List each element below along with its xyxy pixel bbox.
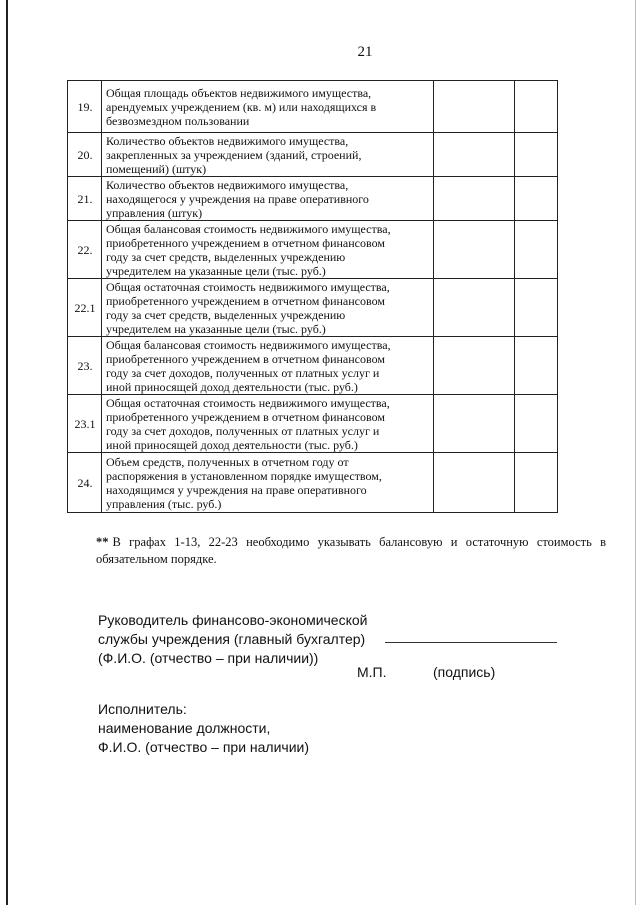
head-of-finance-signature-block bbox=[98, 611, 368, 668]
row-number: 20. bbox=[68, 133, 102, 177]
description-line: управления (тыс. руб.) bbox=[106, 496, 222, 511]
value-cell-1[interactable] bbox=[434, 279, 515, 337]
value-cell-1[interactable] bbox=[434, 177, 515, 221]
table-row bbox=[68, 453, 558, 513]
page-edge-left bbox=[6, 0, 8, 905]
table-row bbox=[68, 177, 558, 221]
description-line: иной приносящей доход деятельности (тыс. руб.) bbox=[106, 437, 358, 452]
property-indicators-table bbox=[67, 80, 558, 513]
description-line: арендуемых учреждением (кв. м) или находящихся в bbox=[106, 99, 377, 114]
table-body bbox=[68, 81, 558, 513]
value-cell-2[interactable] bbox=[515, 279, 558, 337]
description-line: Количество объектов недвижимого имущества, bbox=[106, 133, 349, 148]
row-description bbox=[102, 453, 434, 513]
executor-label: Исполнитель: bbox=[98, 701, 187, 717]
description-line: помещений) (штук) bbox=[106, 161, 207, 176]
description-line: году за счет доходов, полученных от платных услуг и bbox=[106, 423, 380, 438]
description-line: году за счет доходов, полученных от платных услуг и bbox=[106, 365, 380, 380]
row-description bbox=[102, 81, 434, 133]
value-cell-1[interactable] bbox=[434, 133, 515, 177]
value-cell-1[interactable] bbox=[434, 453, 515, 513]
value-cell-2[interactable] bbox=[515, 81, 558, 133]
description-line: иной приносящей доход деятельности (тыс. руб.) bbox=[106, 379, 358, 394]
executor-position: наименование должности, bbox=[98, 720, 271, 736]
signature-line bbox=[385, 642, 557, 643]
footnote bbox=[96, 534, 606, 568]
description-line: Общая остаточная стоимость недвижимого имущества, bbox=[106, 279, 390, 294]
row-number: 22. bbox=[68, 221, 102, 279]
row-description bbox=[102, 395, 434, 453]
table-row bbox=[68, 81, 558, 133]
description-line: приобретенного учреждением в отчетном финансовом bbox=[106, 293, 385, 308]
description-line: Общая балансовая стоимость недвижимого имущества, bbox=[106, 221, 391, 236]
signature-caption: (подпись) bbox=[433, 664, 496, 680]
description-line: находящимся у учреждения на праве оперативного bbox=[106, 482, 367, 497]
signatory-title-line-2: службы учреждения (главный бухгалтер) bbox=[98, 631, 366, 647]
description-line: Общая балансовая стоимость недвижимого имущества, bbox=[106, 337, 391, 352]
row-number: 19. bbox=[68, 81, 102, 133]
page-number: 21 bbox=[357, 44, 373, 60]
row-number: 24. bbox=[68, 453, 102, 513]
executor-name: Ф.И.О. (отчество – при наличии) bbox=[98, 739, 310, 755]
value-cell-1[interactable] bbox=[434, 395, 515, 453]
description-line: приобретенного учреждением в отчетном финансовом bbox=[106, 351, 385, 366]
value-cell-1[interactable] bbox=[434, 337, 515, 395]
value-cell-1[interactable] bbox=[434, 81, 515, 133]
description-line: приобретенного учреждением в отчетном финансовом bbox=[106, 409, 385, 424]
row-number: 23.1 bbox=[68, 395, 102, 453]
value-cell-2[interactable] bbox=[515, 337, 558, 395]
signatory-name-line: (Ф.И.О. (отчество – при наличии)) bbox=[98, 650, 319, 666]
value-cell-1[interactable] bbox=[434, 221, 515, 279]
table-row bbox=[68, 221, 558, 279]
table-row bbox=[68, 395, 558, 453]
value-cell-2[interactable] bbox=[515, 177, 558, 221]
row-description bbox=[102, 133, 434, 177]
value-cell-2[interactable] bbox=[515, 221, 558, 279]
row-number: 23. bbox=[68, 337, 102, 395]
value-cell-2[interactable] bbox=[515, 453, 558, 513]
description-line: Общая площадь объектов недвижимого имущества, bbox=[106, 85, 372, 100]
description-line: учредителем на указанные цели (тыс. руб.) bbox=[106, 321, 326, 336]
value-cell-2[interactable] bbox=[515, 133, 558, 177]
row-description bbox=[102, 221, 434, 279]
footnote-marker: ** bbox=[96, 535, 109, 549]
table-row bbox=[68, 133, 558, 177]
row-description bbox=[102, 177, 434, 221]
row-description bbox=[102, 279, 434, 337]
description-line: распоряжения в установленном порядке имуществом, bbox=[106, 468, 382, 483]
description-line: учредителем на указанные цели (тыс. руб.) bbox=[106, 263, 326, 278]
stamp-place-label: М.П. bbox=[357, 664, 387, 680]
row-number: 21. bbox=[68, 177, 102, 221]
row-description bbox=[102, 337, 434, 395]
description-line: году за счет средств, выделенных учреждению bbox=[106, 307, 346, 322]
value-cell-2[interactable] bbox=[515, 395, 558, 453]
description-line: безвозмездном пользовании bbox=[106, 113, 250, 128]
description-line: находящегося у учреждения на праве оперативного bbox=[106, 191, 369, 206]
description-line: году за счет средств, выделенных учреждению bbox=[106, 249, 346, 264]
description-line: Объем средств, полученных в отчетном году от bbox=[106, 454, 349, 469]
signatory-title-line-1: Руководитель финансово-экономической bbox=[98, 612, 368, 628]
description-line: приобретенного учреждением в отчетном финансовом bbox=[106, 235, 385, 250]
footnote-text: В графах 1-13, 22-23 необходимо указывать балансовую и остаточную стоимость в обязательном порядке. bbox=[96, 535, 606, 566]
page-edge-right bbox=[635, 0, 636, 905]
table-row bbox=[68, 337, 558, 395]
row-number: 22.1 bbox=[68, 279, 102, 337]
description-line: управления (штук) bbox=[106, 205, 203, 220]
description-line: Количество объектов недвижимого имущества, bbox=[106, 177, 349, 192]
description-line: Общая остаточная стоимость недвижимого имущества, bbox=[106, 395, 390, 410]
executor-block bbox=[98, 700, 309, 757]
description-line: закрепленных за учреждением (зданий, строений, bbox=[106, 147, 362, 162]
table-row bbox=[68, 279, 558, 337]
